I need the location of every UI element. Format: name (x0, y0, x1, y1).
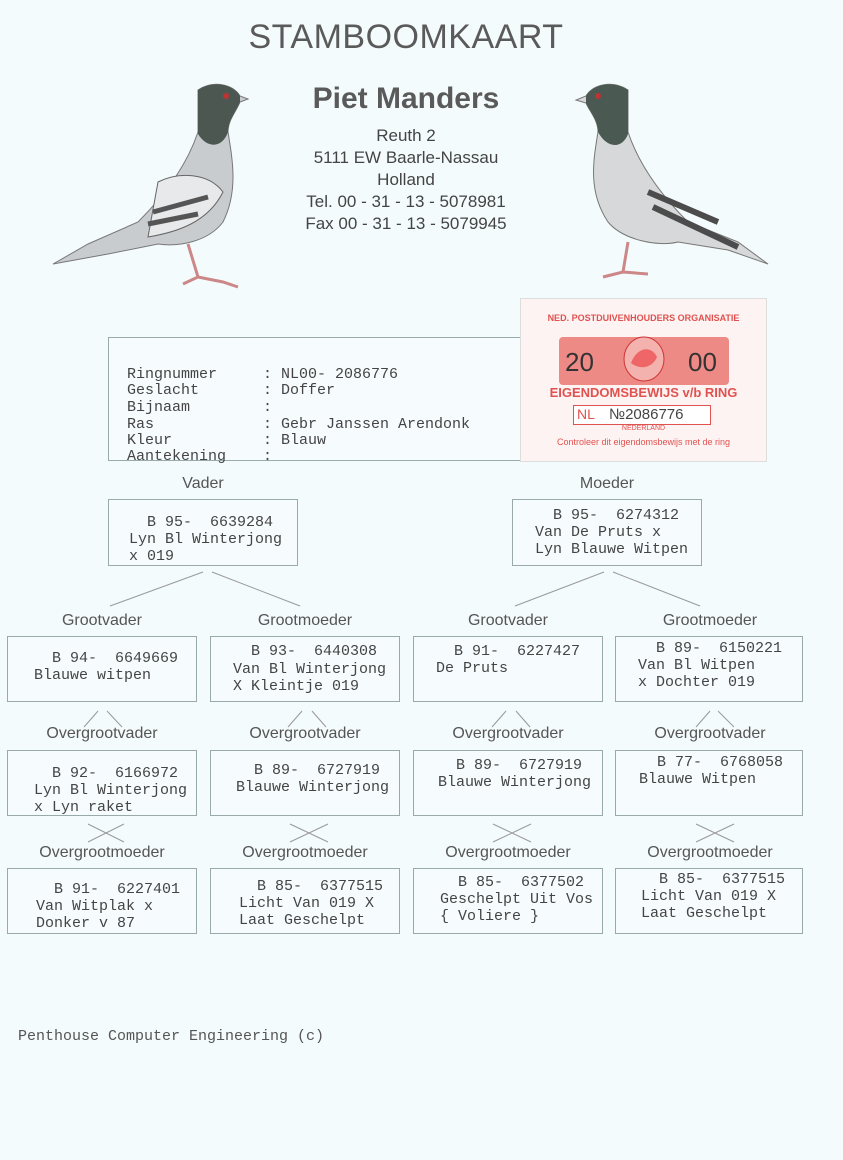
vader-line-2: Lyn Bl Winterjong (129, 531, 283, 548)
great-mother-3-line-2: Geschelpt Uit Vos (440, 891, 594, 908)
vader-label: Vader (182, 475, 224, 492)
certificate-title: EIGENDOMSBEWIJS v/b RING (549, 385, 738, 400)
footer-credit: Penthouse Computer Engineering (c) (18, 1028, 325, 1045)
great-father-1-ring: B 92- 6166972 (34, 765, 179, 782)
great-father-box-3 (413, 750, 603, 816)
phone-line: Tel. 00 - 31 - 13 - 5078981 (306, 192, 506, 211)
info-row-notes: Aantekening : (127, 448, 273, 465)
great-father-2-line-2: Blauwe Winterjong (236, 779, 390, 796)
info-row-color: Kleur : Blauw (127, 432, 327, 449)
grandparent-box-3 (413, 636, 603, 702)
certificate-org: NED. POSTDUIVENHOUDERS ORGANISATIE (547, 313, 740, 323)
overgrootvader-label-1: Overgrootvader (46, 725, 158, 742)
great-mother-4-line-3: Laat Geschelpt (641, 905, 768, 922)
overgrootmoeder-label-3: Overgrootmoeder (445, 844, 571, 861)
grandparent-1-ring: B 94- 6649669 (34, 650, 179, 667)
great-mother-3-ring: B 85- 6377502 (440, 874, 585, 891)
address-line-2: 5111 EW Baarle-Nassau (313, 148, 499, 167)
certificate-number: №2086776 (609, 406, 684, 423)
moeder-line-2: Van De Pruts x (535, 524, 662, 541)
great-father-box-2 (210, 750, 400, 816)
moeder-box (512, 499, 702, 566)
grandparent-4-line-2: Van Bl Witpen (638, 657, 756, 674)
overgrootmoeder-label-4: Overgrootmoeder (647, 844, 773, 861)
certificate-note: Controleer dit eigendomsbewijs met de ring (556, 437, 731, 447)
great-mother-2-line-2: Licht Van 019 X (239, 895, 375, 912)
great-father-4-ring: B 77- 6768058 (639, 754, 784, 771)
great-father-box-4 (615, 750, 803, 816)
vader-line-3: x 019 (129, 548, 175, 565)
moeder-line-3: Lyn Blauwe Witpen (535, 541, 689, 558)
overgrootmoeder-label-2: Overgrootmoeder (242, 844, 368, 861)
grandparent-2-line-3: X Kleintje 019 (233, 678, 360, 695)
great-mother-box-2 (210, 868, 400, 934)
grandparent-2-line-2: Van Bl Winterjong (233, 661, 387, 678)
overgrootmoeder-label-1: Overgrootmoeder (39, 844, 165, 861)
great-father-2-ring: B 89- 6727919 (236, 762, 381, 779)
great-father-1-line-2: Lyn Bl Winterjong (34, 782, 188, 799)
great-mother-2-line-3: Laat Geschelpt (239, 912, 366, 929)
info-row-nickname: Bijnaam : (127, 399, 273, 416)
great-father-3-line-2: Blauwe Winterjong (438, 774, 592, 791)
address-line-1: Reuth 2 (376, 126, 436, 145)
overgrootvader-label-2: Overgrootvader (249, 725, 361, 742)
great-mother-4-ring: B 85- 6377515 (641, 871, 786, 888)
great-mother-1-line-2: Van Witplak x (36, 898, 154, 915)
great-father-3-ring: B 89- 6727919 (438, 757, 583, 774)
info-row-sex: Geslacht : Doffer (127, 382, 336, 399)
grandparent-1-line-2: Blauwe witpen (34, 667, 152, 684)
grandparent-3-ring: B 91- 6227427 (436, 643, 581, 660)
overgrootvader-label-4: Overgrootvader (654, 725, 766, 742)
owner-name: Piet Manders (312, 82, 500, 115)
moeder-ring: B 95- 6274312 (535, 507, 680, 524)
grandparent-2-ring: B 93- 6440308 (233, 643, 378, 660)
grandparent-box-4 (615, 636, 803, 702)
great-mother-1-ring: B 91- 6227401 (36, 881, 181, 898)
grootmoeder-label-2: Grootmoeder (662, 612, 758, 629)
vader-ring: B 95- 6639284 (129, 514, 274, 531)
vader-box (108, 499, 298, 566)
grandparent-box-2 (210, 636, 400, 702)
info-row-breed: Ras : Gebr Janssen Arendonk (127, 416, 471, 433)
grootmoeder-label-1: Grootmoeder (257, 612, 353, 629)
great-father-4-line-2: Blauwe Witpen (639, 771, 757, 788)
page-title: STAMBOOMKAART (248, 18, 564, 56)
great-mother-box-3 (413, 868, 603, 934)
grootvader-label-1: Grootvader (61, 612, 143, 629)
great-mother-box-1 (7, 868, 197, 934)
grootvader-label-2: Grootvader (467, 612, 549, 629)
grandparent-4-ring: B 89- 6150221 (638, 640, 783, 657)
grandparent-box-1 (7, 636, 197, 702)
certificate-year-left: 20 (565, 347, 594, 377)
address-line-3: Holland (377, 170, 435, 189)
great-father-1-line-3: x Lyn raket (34, 799, 134, 816)
certificate-year-right: 00 (688, 347, 717, 377)
fax-line: Fax 00 - 31 - 13 - 5079945 (305, 214, 507, 233)
info-row-ring: Ringnummer : NL00- 2086776 (127, 366, 399, 383)
certificate-country: NL (577, 406, 595, 422)
great-mother-4-line-2: Licht Van 019 X (641, 888, 777, 905)
moeder-label: Moeder (579, 475, 635, 492)
great-mother-box-4 (615, 868, 803, 934)
certificate-nation: NEDERLAND (621, 425, 666, 432)
overgrootvader-label-3: Overgrootvader (452, 725, 564, 742)
grandparent-4-line-3: x Dochter 019 (638, 674, 756, 691)
great-father-box-1 (7, 750, 197, 816)
great-mother-2-ring: B 85- 6377515 (239, 878, 384, 895)
great-mother-3-line-3: { Voliere } (440, 908, 540, 925)
grandparent-3-line-2: De Pruts (436, 660, 509, 677)
great-mother-1-line-3: Donker v 87 (36, 915, 136, 932)
